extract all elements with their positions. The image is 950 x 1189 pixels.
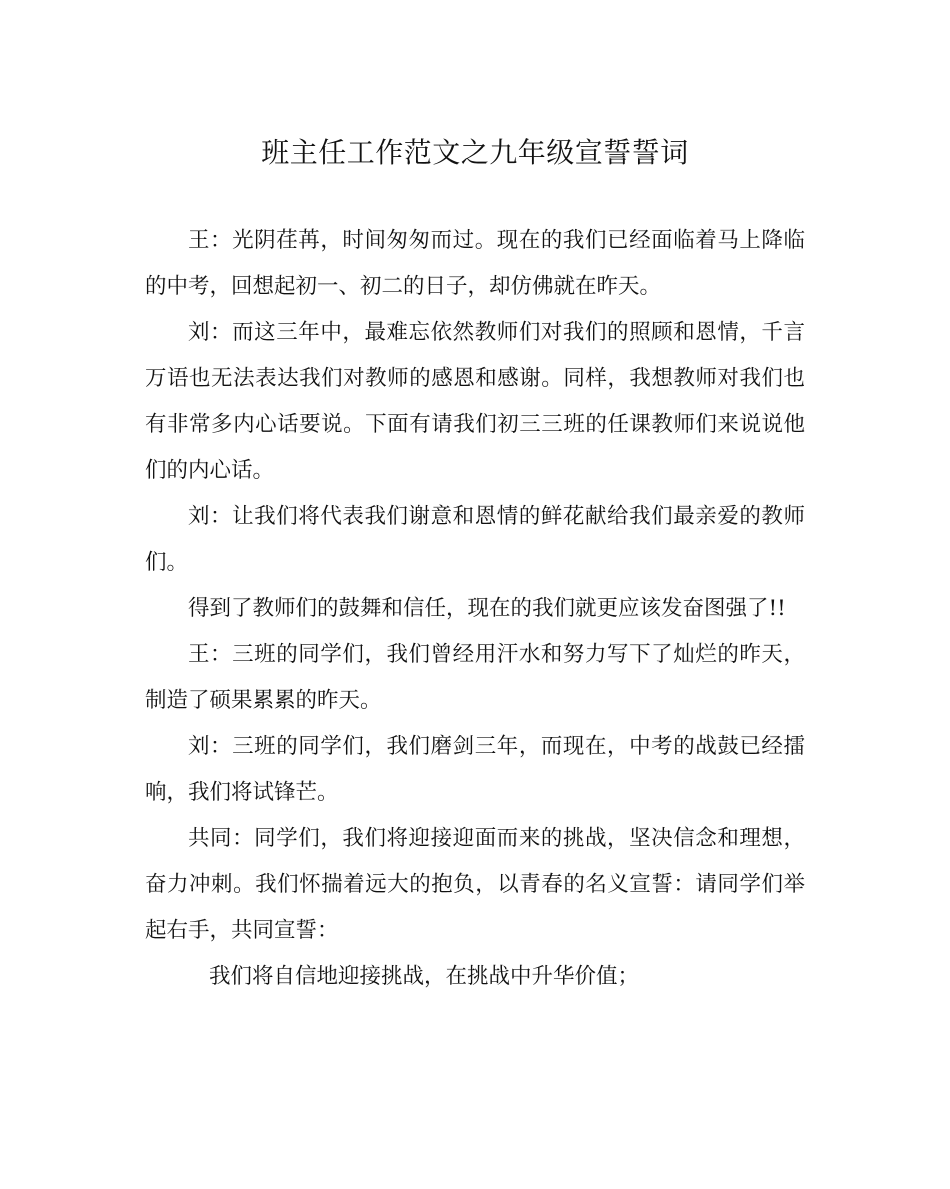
paragraph-wang-class-three: 王：三班的同学们，我们曾经用汗水和努力写下了灿烂的昨天，制造了硕果累累的昨天。	[145, 642, 805, 713]
paragraph-joint-oath-intro: 共同：同学们，我们将迎接迎面而来的挑战，坚决信念和理想，奋力冲刺。我们怀揣着远大的抱负，以青春的名义宣誓：请同学们举起右手，共同宣誓：	[145, 826, 805, 943]
paragraph-liu-gratitude: 刘：而这三年中，最难忘依然教师们对我们的照顾和恩情，千言万语也无法表达我们对教师的感恩和感谢。同样，我想教师对我们也有非常多内心话要说。下面有请我们初三三班的任课教师们来说说他们的内心话。	[145, 320, 805, 483]
page-title: 班主任工作范文之九年级宣誓誓词	[261, 136, 689, 169]
paragraph-liu-exam: 刘：三班的同学们，我们磨剑三年，而现在，中考的战鼓已经擂响，我们将试锋芒。	[145, 734, 805, 805]
paragraph-encouragement: 得到了教师们的鼓舞和信任，现在的我们就更应该发奋图强了!!	[188, 596, 786, 621]
paragraph-liu-flowers: 刘：让我们将代表我们谢意和恩情的鲜花献给我们最亲爱的教师们。	[145, 504, 805, 575]
paragraph-wang-opening: 王：光阴荏苒，时间匆匆而过。现在的我们已经面临着马上降临的中考，回想起初一、初二的日子，却仿佛就在昨天。	[145, 228, 805, 299]
document-body	[145, 218, 805, 1000]
oath-line: 我们将自信地迎接挑战，在挑战中升华价值；	[209, 964, 640, 989]
